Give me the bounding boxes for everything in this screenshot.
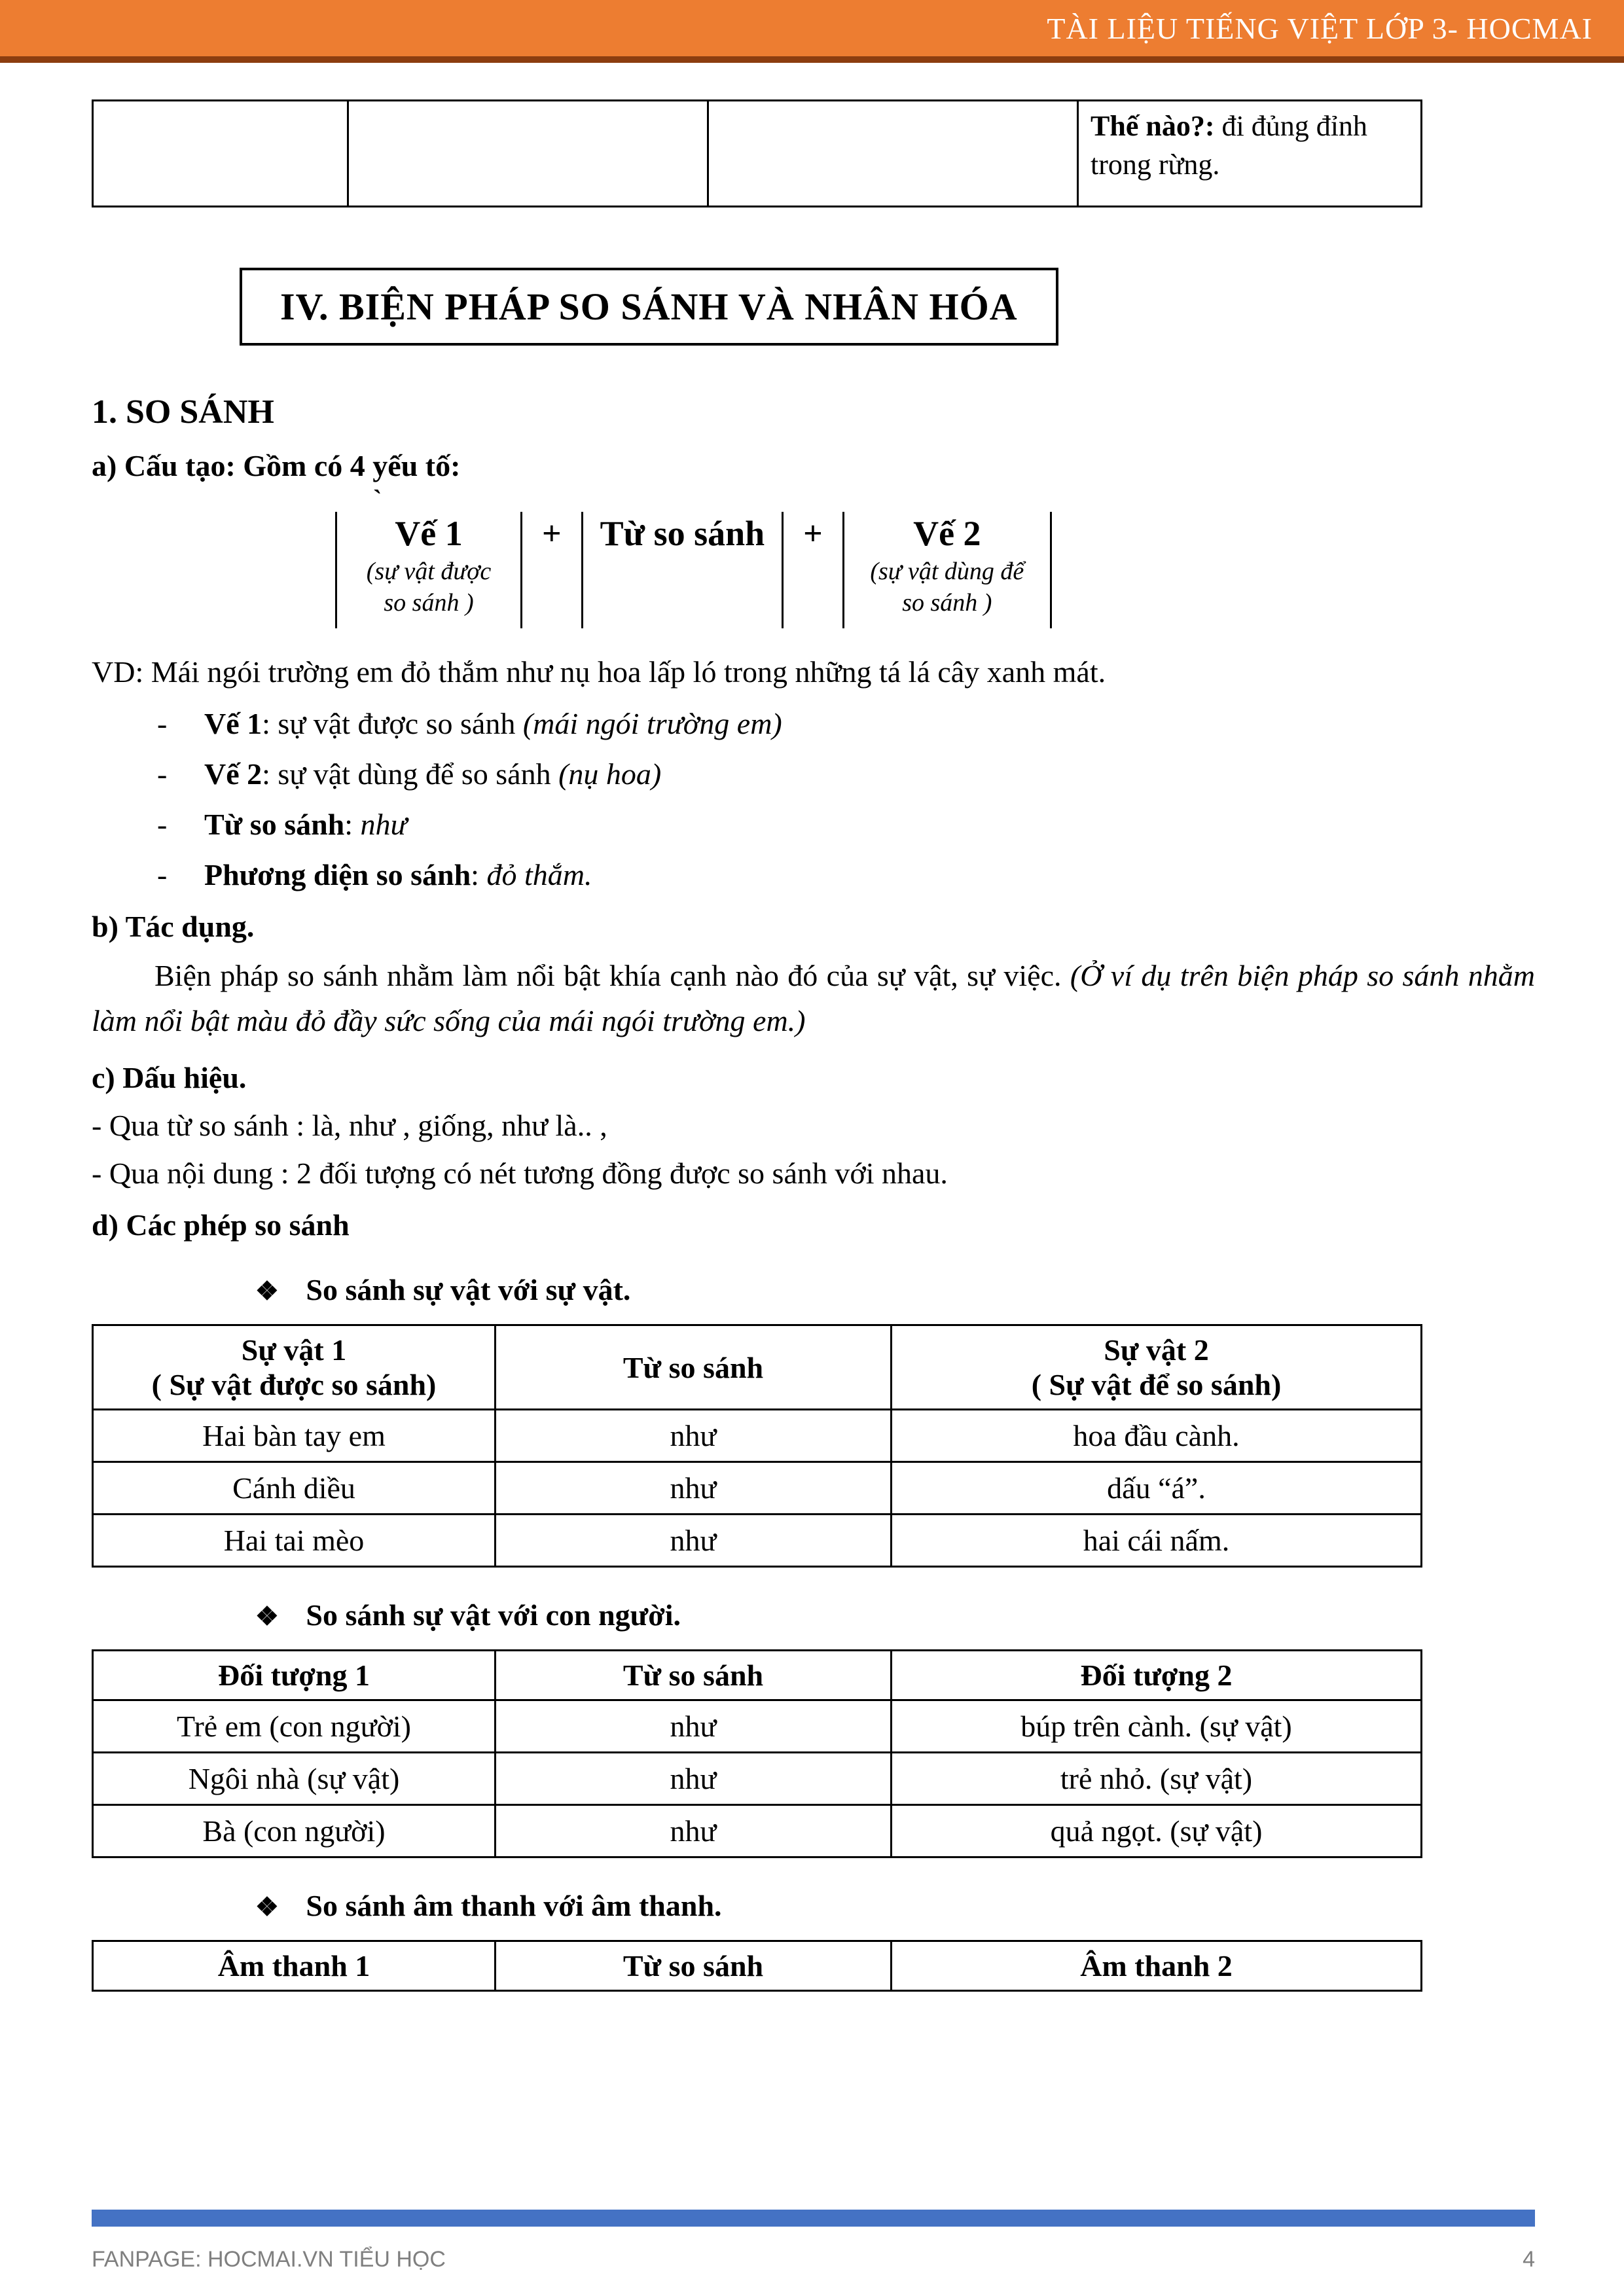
header-title: Từ so sánh: [623, 1350, 764, 1384]
table-row: [93, 1805, 1422, 1857]
table-cell: Ngôi nhà (sự vật): [93, 1753, 496, 1805]
item-body: :: [471, 858, 487, 891]
table-cell: trẻ nhỏ. (sự vật): [892, 1753, 1422, 1805]
dash-bullet: -: [157, 757, 168, 791]
item-term: Phương diện so sánh: [204, 858, 471, 891]
sign-line: - Qua nội dung : 2 đối tượng có nét tương đồng được so sánh với nhau.: [92, 1157, 948, 1190]
item-body: : sự vật dùng để so sánh: [262, 757, 559, 791]
item-example: (mái ngói trường em): [522, 707, 782, 740]
footer-divider-bar: [92, 2210, 1535, 2227]
formula-ve1-cell: [335, 512, 522, 628]
list-item: [157, 857, 1535, 892]
item-body: :: [344, 808, 361, 841]
table-cell-answer: [1078, 101, 1422, 207]
item-example: (nụ hoa): [558, 757, 662, 791]
header-title: Sự vật 1: [241, 1333, 347, 1367]
subsection-title-3: [255, 1888, 1535, 1923]
item-body: : sự vật được so sánh: [262, 707, 523, 740]
table-header-cell: Đối tượng 1: [93, 1651, 496, 1700]
table-cell: Trẻ em (con người): [93, 1700, 496, 1753]
section-title-box: [240, 268, 1058, 346]
table-cell: Cánh diều: [93, 1462, 496, 1515]
diamond-bullet-icon: ❖: [255, 1276, 279, 1306]
item-term: Vế 2: [204, 757, 262, 791]
table-header-cell: Âm thanh 1: [93, 1941, 496, 1991]
list-item: [157, 757, 1535, 791]
document-title: TÀI LIỆU TIẾNG VIỆT LỚP 3- HOCMAI: [1047, 11, 1593, 45]
table-header-cell: Từ so sánh: [496, 1941, 892, 1991]
part-c-label: c) Dấu hiệu.: [92, 1061, 247, 1094]
table-header-cell: [93, 1325, 496, 1410]
table-cell-empty: [348, 101, 708, 207]
item-example: đỏ thắm.: [486, 858, 592, 891]
dash-bullet: -: [157, 808, 168, 841]
table-cell-empty: [708, 101, 1078, 207]
formula-ve2-note: (sự vật dùng để so sánh ): [870, 558, 1024, 617]
element-list: [92, 706, 1535, 892]
table-cell: hoa đầu cành.: [892, 1410, 1422, 1462]
formula-tu-so-sanh-label: Từ so sánh: [600, 514, 765, 553]
subsection-label: So sánh sự vật với con người.: [306, 1598, 681, 1632]
subsection-label: So sánh âm thanh với âm thanh.: [306, 1889, 722, 1922]
page-footer: [92, 2247, 1535, 2272]
subsection-title-1: [255, 1272, 1535, 1307]
table-cell: quả ngọt. (sự vật): [892, 1805, 1422, 1857]
header-subtitle: ( Sự vật được so sánh): [151, 1368, 437, 1401]
table-cell: như: [496, 1700, 892, 1753]
list-item-text: [204, 857, 592, 892]
example-sentence: VD: Mái ngói trường em đỏ thắm như nụ hoa lấp ló trong những tá lá cây xanh mát.: [92, 655, 1106, 689]
header-title: Sự vật 2: [1104, 1333, 1209, 1367]
diamond-bullet-icon: ❖: [255, 1602, 279, 1631]
table-cell-empty: [93, 101, 348, 207]
subsection-label: So sánh sự vật với sự vật.: [306, 1273, 631, 1306]
formula-ve2-label: Vế 2: [913, 514, 981, 553]
paragraph-text: Biện pháp so sánh nhằm làm nổi bật khía cạnh nào đó của sự vật, sự việc.: [154, 959, 1070, 992]
table-header-row: [93, 1941, 1422, 1991]
part-b-label: b) Tác dụng.: [92, 910, 255, 943]
comparison-table-con-nguoi: [92, 1649, 1422, 1858]
table-cell: như: [496, 1462, 892, 1515]
table-row: [93, 1462, 1422, 1515]
stray-mark: `: [373, 484, 382, 514]
sign-line: - Qua từ so sánh : là, như , giống, như là.. ,: [92, 1109, 607, 1142]
table-cell: Hai tai mèo: [93, 1515, 496, 1567]
part-b-paragraph: [92, 953, 1535, 1043]
table-cell: hai cái nấm.: [892, 1515, 1422, 1567]
table-cell: như: [496, 1410, 892, 1462]
list-item-text: [204, 706, 782, 741]
footer-page-number: 4: [1523, 2247, 1535, 2272]
table-row: [93, 1515, 1422, 1567]
diamond-bullet-icon: ❖: [255, 1892, 279, 1922]
item-term: Vế 1: [204, 707, 262, 740]
formula-plus-2: +: [803, 515, 823, 552]
formula-ve1-note: (sự vật được so sánh ): [366, 558, 492, 617]
page-content: [92, 69, 1535, 1992]
part-a-label: a) Cấu tạo: Gồm có 4 yếu tố:: [92, 449, 461, 482]
item-example: như: [360, 808, 407, 841]
item-term: Từ so sánh: [204, 808, 345, 841]
table-row: [93, 101, 1422, 207]
table-header-cell: [496, 1325, 892, 1410]
paragraph-italic-note: (Ở ví dụ trên biện pháp so sánh nhằm làm nổi bật màu đỏ đầy sức sống của mái ngói trường em.): [92, 959, 1535, 1037]
table-header-row: [93, 1651, 1422, 1700]
question-type-label: Thế nào?:: [1091, 110, 1215, 142]
table-row: [93, 1753, 1422, 1805]
answer-text: đi đủng đỉnh trong rừng.: [1091, 110, 1367, 181]
comparison-formula: [335, 512, 1535, 628]
list-item: [157, 807, 1535, 842]
dash-bullet: -: [157, 858, 168, 891]
carryover-table: [92, 99, 1422, 207]
list-item: [157, 706, 1535, 741]
table-cell: búp trên cành. (sự vật): [892, 1700, 1422, 1753]
table-cell: như: [496, 1753, 892, 1805]
table-row: [93, 1700, 1422, 1753]
comparison-table-am-thanh: [92, 1940, 1422, 1992]
table-header-cell: [892, 1325, 1422, 1410]
table-cell: Hai bàn tay em: [93, 1410, 496, 1462]
table-cell: như: [496, 1805, 892, 1857]
table-row: [93, 1410, 1422, 1462]
formula-tu-so-sanh-cell: [581, 512, 784, 628]
header-banner: [0, 0, 1624, 63]
dash-bullet: -: [157, 707, 168, 740]
footer-fanpage-text: FANPAGE: HOCMAI.VN TIỂU HỌC: [92, 2247, 446, 2272]
table-cell: như: [496, 1515, 892, 1567]
section-title-row: [92, 268, 1535, 346]
formula-ve2-cell: [842, 512, 1052, 628]
comparison-table-su-vat: [92, 1324, 1422, 1568]
list-item-text: [204, 807, 407, 842]
list-item-text: [204, 757, 661, 791]
part-d-label: d) Các phép so sánh: [92, 1208, 350, 1242]
table-header-cell: Từ so sánh: [496, 1651, 892, 1700]
formula-ve1-label: Vế 1: [395, 514, 463, 553]
table-cell: Bà (con người): [93, 1805, 496, 1857]
section-title: IV. BIỆN PHÁP SO SÁNH VÀ NHÂN HÓA: [280, 285, 1018, 328]
header-subtitle: ( Sự vật để so sánh): [1031, 1368, 1282, 1401]
table-header-row: [93, 1325, 1422, 1410]
table-header-cell: Đối tượng 2: [892, 1651, 1422, 1700]
formula-plus-1: +: [542, 515, 562, 552]
table-header-cell: Âm thanh 2: [892, 1941, 1422, 1991]
heading-so-sanh: 1. SO SÁNH: [92, 393, 274, 431]
table-cell: dấu “á”.: [892, 1462, 1422, 1515]
subsection-title-2: [255, 1598, 1535, 1632]
